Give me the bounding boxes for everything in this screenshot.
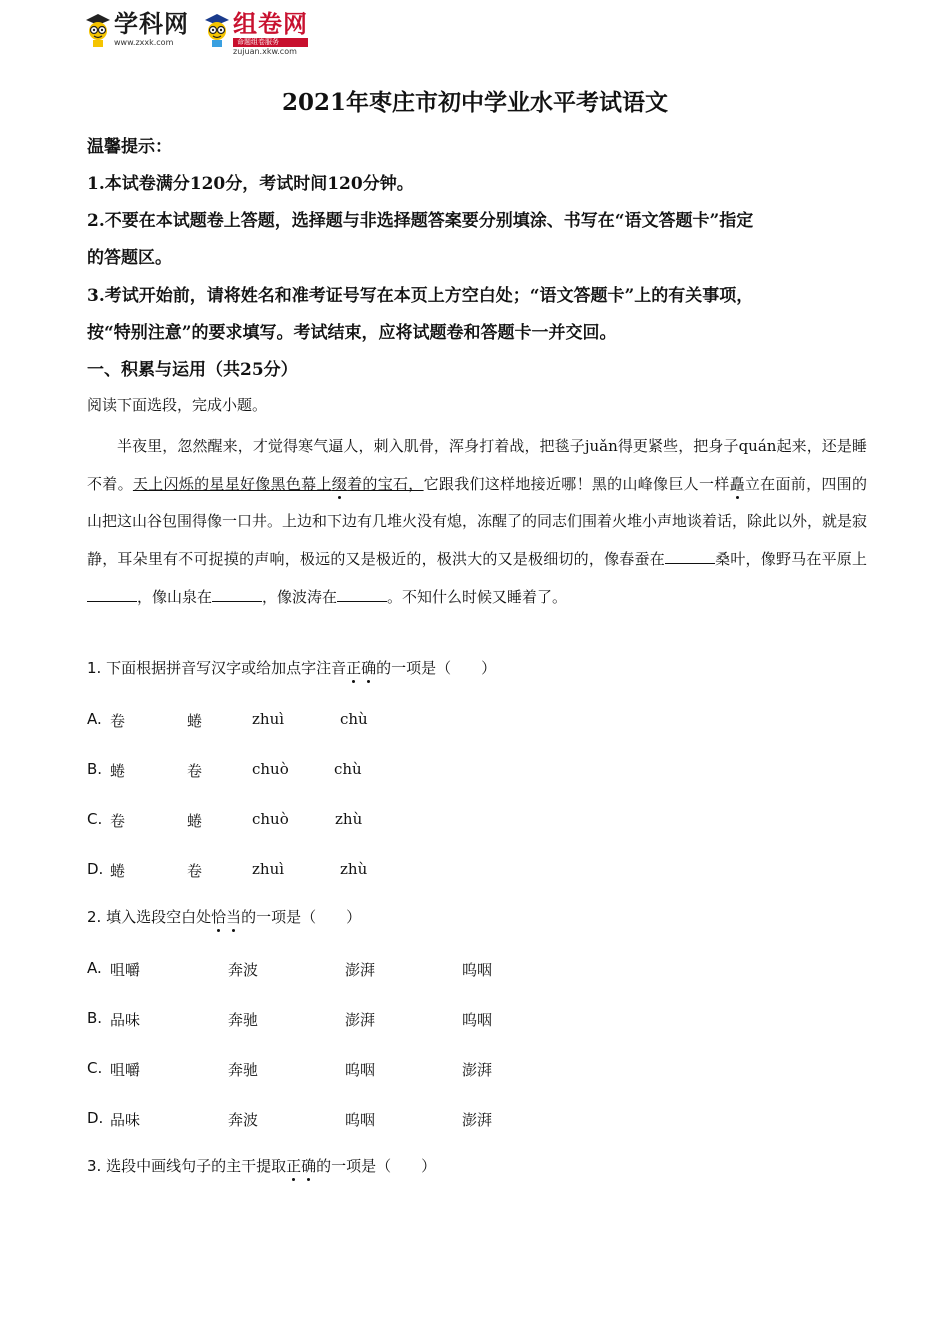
question-3: 3. 选段中画线句子的主干提取正确的一项是（ ） [87,1157,437,1175]
passage-part-1: 半夜里，忽然醒来，才觉得寒气逼人，刺入肌骨，浑身打着战，把毯子juǎn得更紧些，把身子quán起来，还是睡不着。 [87,437,867,493]
blank-3[interactable] [212,587,262,602]
tips-heading: 温馨提示： [87,137,172,157]
mascot2-icon [203,12,231,48]
reading-intro: 阅读下面选段，完成小题。 [87,396,268,414]
logo2-url: zujuan.xkw.com [233,47,297,56]
logo1-url: www.zxxk.com [114,38,174,47]
tip-2a: 2.不要在本试题卷上答题，选择题与非选择题答案要分别填涂、书写在“语文答题卡”指定 [87,211,754,231]
page-title: 2021年枣庄市初中学业水平考试语文 [281,89,668,116]
tip-2b: 的答题区。 [87,248,172,268]
mascot-icon [84,12,112,48]
blank-2[interactable] [87,587,137,602]
tip-3a: 3.考试开始前，请将姓名和准考证号写在本页上方空白处；“语文答题卡”上的有关事项， [87,286,754,306]
dotted-char-chu: 矗 [729,474,745,493]
passage-part-2: 它跟我们这样地接近哪！黑的山峰像巨人一样 [423,474,730,493]
logo1-name: 学科网 [114,10,189,38]
passage-part-3: 立在面前，四围的山把这山谷包围得像一口井。上边和下边有几堆火没有熄，冻醒了的同志们围着火堆小声地谈着话，除此以外，就是寂静，耳朵里有不可捉摸的声响，极远的又是极近的，极洪大的又是极细切的，像春蚕在 [87,474,868,569]
tip-3b: 按“特别注意”的要求填写。考试结束，应将试题卷和答题卡一并交回。 [87,323,617,343]
blank-4[interactable] [337,587,387,602]
xuekewang-logo[interactable] [114,12,189,47]
reading-passage: 半夜里，忽然醒来，才觉得寒气逼人，刺入肌骨，浑身打着战，把毯子juǎn得更紧些，把身子quán起来，还是睡不着。天上闪烁的星星好像黑色幕上缀着的宝石，它跟我们这样地接近哪！黑的山峰像巨人一样矗立在面前，四围的山把这山谷包围得像一口井。上边和下边有几堆火没有熄，冻醒了的同志们围着火堆小声地谈着话，除此以外，就是寂静，耳朵里有不可捉摸的声响，极远的又是极近的，极洪大的又是极细切的，像春蚕在 桑叶，像野马在平原上，像山泉在 ，像波涛在 。不知什么时候又睡着了。 [87,437,868,606]
question-2: 2. 填入选段空白处恰当的一项是（ ） [87,908,362,926]
tip-1: 1.本试卷满分120分，考试时间120分钟。 [87,174,414,194]
zujuanwang-logo[interactable] [233,12,308,56]
logo2-name: 组卷网 [233,10,308,38]
underlined-sentence: 天上闪烁的星星好像黑色幕上缀着的宝石， [132,474,424,493]
dotted-char-zhui: 缀 [331,474,348,493]
logo2-tag: 命题组卷服务 [233,38,308,47]
logo-group [84,10,308,56]
question-1: 1. 下面根据拼音写汉字或给加点字注音正确的一项是（ ） [87,659,497,677]
blank-1[interactable] [665,549,715,564]
section-heading: 一、积累与运用（共25分） [87,360,298,380]
